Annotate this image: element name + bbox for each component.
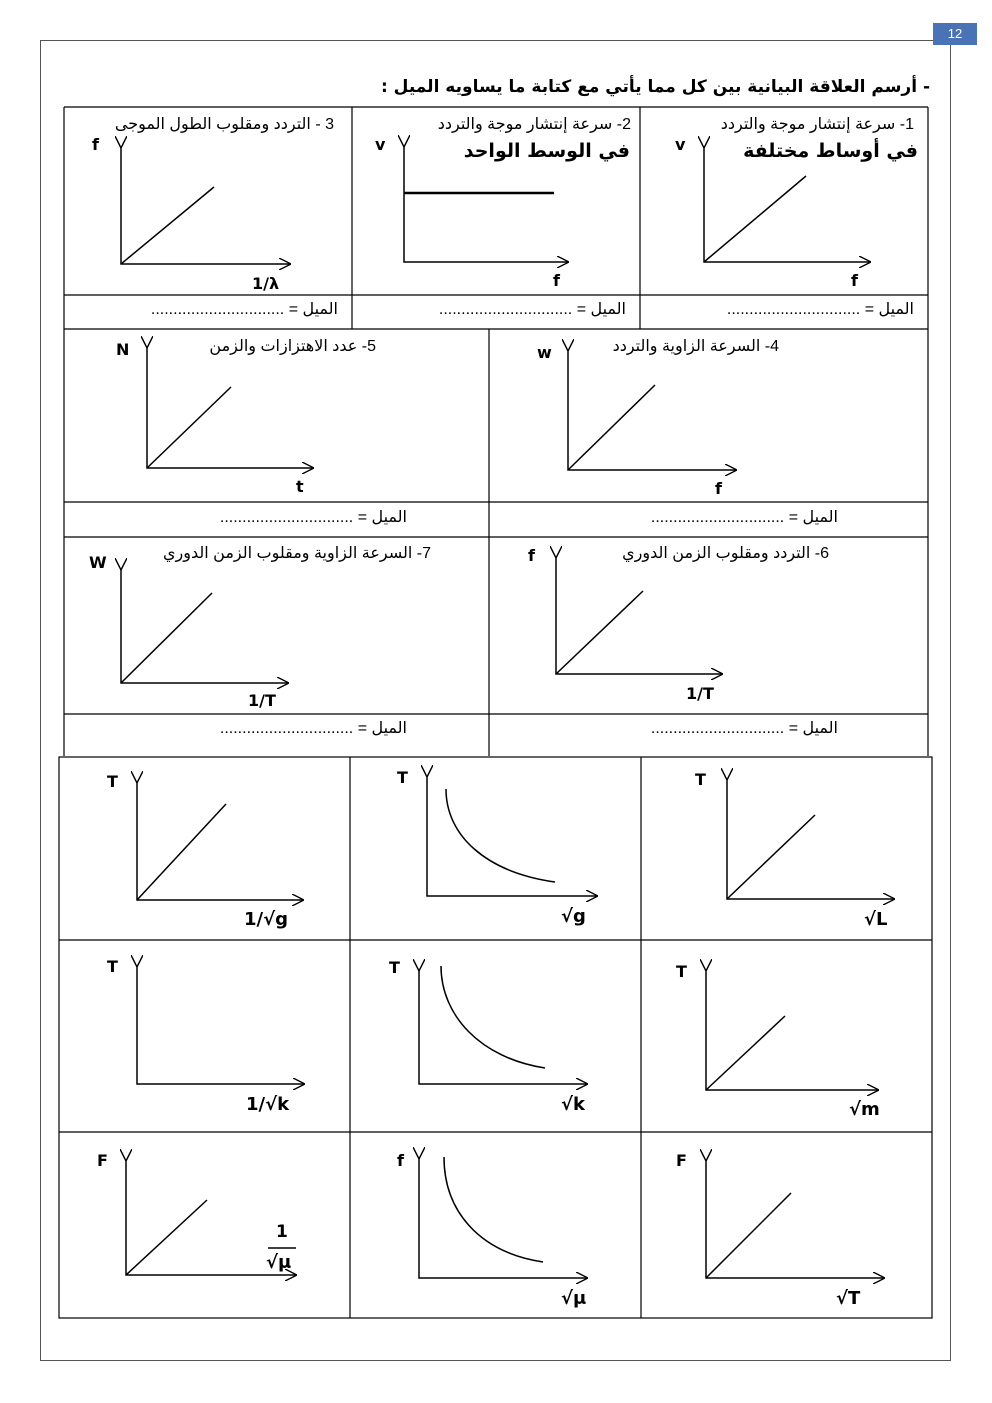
graph-1-slope-line: الميل = ..............................: [726, 301, 914, 318]
graph-s2-2-x-label: √g: [561, 906, 586, 927]
graph-5-title: 5- عدد الاهتزازات والزمن: [209, 338, 376, 355]
graph-s2-3-line: [137, 804, 226, 900]
graph-s2-9-y-label: F: [97, 1151, 108, 1170]
graph-s2-9-line: [126, 1200, 207, 1275]
graph-s2-5-axes: [419, 970, 587, 1084]
graph-s2-7-line: [706, 1193, 791, 1278]
graph-5-slope-line: الميل = ..............................: [219, 509, 407, 526]
graph-4-x-label: f: [715, 479, 722, 498]
graph-s2-7-axes: [706, 1160, 884, 1278]
graph-6-y-label: f: [528, 546, 535, 565]
graph-5-x-label: t: [296, 477, 304, 496]
graph-7-y-label: W: [89, 553, 107, 572]
graph-s2-6-axes: [137, 966, 304, 1084]
graph-s2-8-curve: [444, 1157, 543, 1262]
section2-table-grid: [59, 757, 932, 1318]
graph-3-title: 3 - التردد ومقلوب الطول الموجى: [114, 116, 334, 133]
graph-2-axes: [404, 146, 568, 262]
graph-3-y-label: f: [92, 135, 99, 154]
graph-3-x-label: 1/λ: [252, 274, 280, 293]
graph-3-line: [121, 187, 214, 264]
graph-5-y-label: N: [116, 340, 130, 359]
graph-s2-3-y-label: T: [107, 772, 118, 791]
graph-s2-3-x-label: 1/√g: [244, 909, 288, 930]
graph-s2-8-y-label: f: [397, 1151, 404, 1170]
graph-s2-4-y-label: T: [676, 962, 687, 981]
graph-6-line: [556, 591, 643, 674]
graph-s2-5-x-label: √k: [561, 1094, 585, 1115]
graph-3-axes: [121, 147, 290, 264]
graph-s2-7-y-label: F: [676, 1151, 687, 1170]
graph-2-subtitle: في الوسط الواحد: [463, 140, 630, 162]
graph-5-axes: [147, 347, 313, 468]
graph-3-slope-line: الميل = ..............................: [150, 301, 338, 318]
graph-s2-8-x-label: √μ: [561, 1288, 587, 1309]
graph-s2-6-x-label: 1/√k: [246, 1094, 290, 1115]
graph-s2-7-x-label: √T: [836, 1288, 861, 1309]
graph-1-x-label: f: [851, 271, 858, 290]
graph-s2-4-x-label: √m: [849, 1099, 880, 1120]
graph-7-x-label: 1/T: [248, 691, 276, 710]
graph-s2-8-axes: [419, 1158, 587, 1278]
graph-6-x-label: 1/T: [686, 684, 714, 703]
graph-s2-5-curve: [441, 966, 545, 1068]
graph-4-axes: [568, 350, 736, 470]
graph-6-axes: [556, 557, 722, 674]
graph-1-line: [704, 176, 806, 262]
graph-1-title: 1- سرعة إنتشار موجة والتردد: [720, 116, 914, 133]
graph-2-slope-line: الميل = ..............................: [438, 301, 626, 318]
graph-2-x-label: f: [553, 271, 560, 290]
graph-s2-3-axes: [137, 782, 303, 900]
graph-6-slope-line: الميل = ..............................: [650, 720, 838, 737]
graph-7-slope-line: الميل = ..............................: [219, 720, 407, 737]
graph-4-line: [568, 385, 655, 470]
page-number: 12: [933, 23, 977, 45]
graph-s2-1-x-label: √L: [864, 909, 888, 930]
graph-1-axes: [704, 147, 870, 262]
graph-4-slope-line: الميل = ..............................: [650, 509, 838, 526]
graph-s2-9-x-numerator: 1: [276, 1222, 288, 1242]
graph-s2-2-y-label: T: [397, 768, 408, 787]
graph-2-y-label: v: [375, 135, 386, 154]
graph-4-title: 4- السرعة الزاوية والتردد: [612, 338, 779, 355]
graph-s2-6-y-label: T: [107, 957, 118, 976]
graph-2-title: 2- سرعة إنتشار موجة والتردد: [437, 116, 631, 133]
graph-s2-2-axes: [427, 776, 597, 896]
graph-s2-4-line: [706, 1016, 785, 1090]
graph-s2-1-axes: [727, 779, 894, 899]
graph-5-line: [147, 387, 231, 468]
graph-6-title: 6- التردد ومقلوب الزمن الدوري: [622, 545, 829, 562]
graph-7-axes: [121, 569, 288, 683]
graph-1-y-label: v: [675, 135, 686, 154]
graph-s2-5-y-label: T: [389, 958, 400, 977]
graph-s2-1-line: [727, 815, 815, 899]
graph-s2-2-curve: [446, 789, 555, 882]
graph-7-line: [121, 593, 212, 683]
graph-s2-9-x-denominator: √μ: [266, 1252, 292, 1273]
graph-7-title: 7- السرعة الزاوية ومقلوب الزمن الدوري: [163, 545, 431, 562]
graph-s2-1-y-label: T: [695, 770, 706, 789]
worksheet-heading: - أرسم العلاقة البيانية بين كل مما يأتي مع كتابة ما يساويه الميل :: [380, 77, 930, 97]
graph-4-y-label: w: [537, 343, 552, 362]
graph-1-subtitle: في أوساط مختلفة: [743, 140, 918, 162]
graph-s2-4-axes: [706, 970, 878, 1090]
